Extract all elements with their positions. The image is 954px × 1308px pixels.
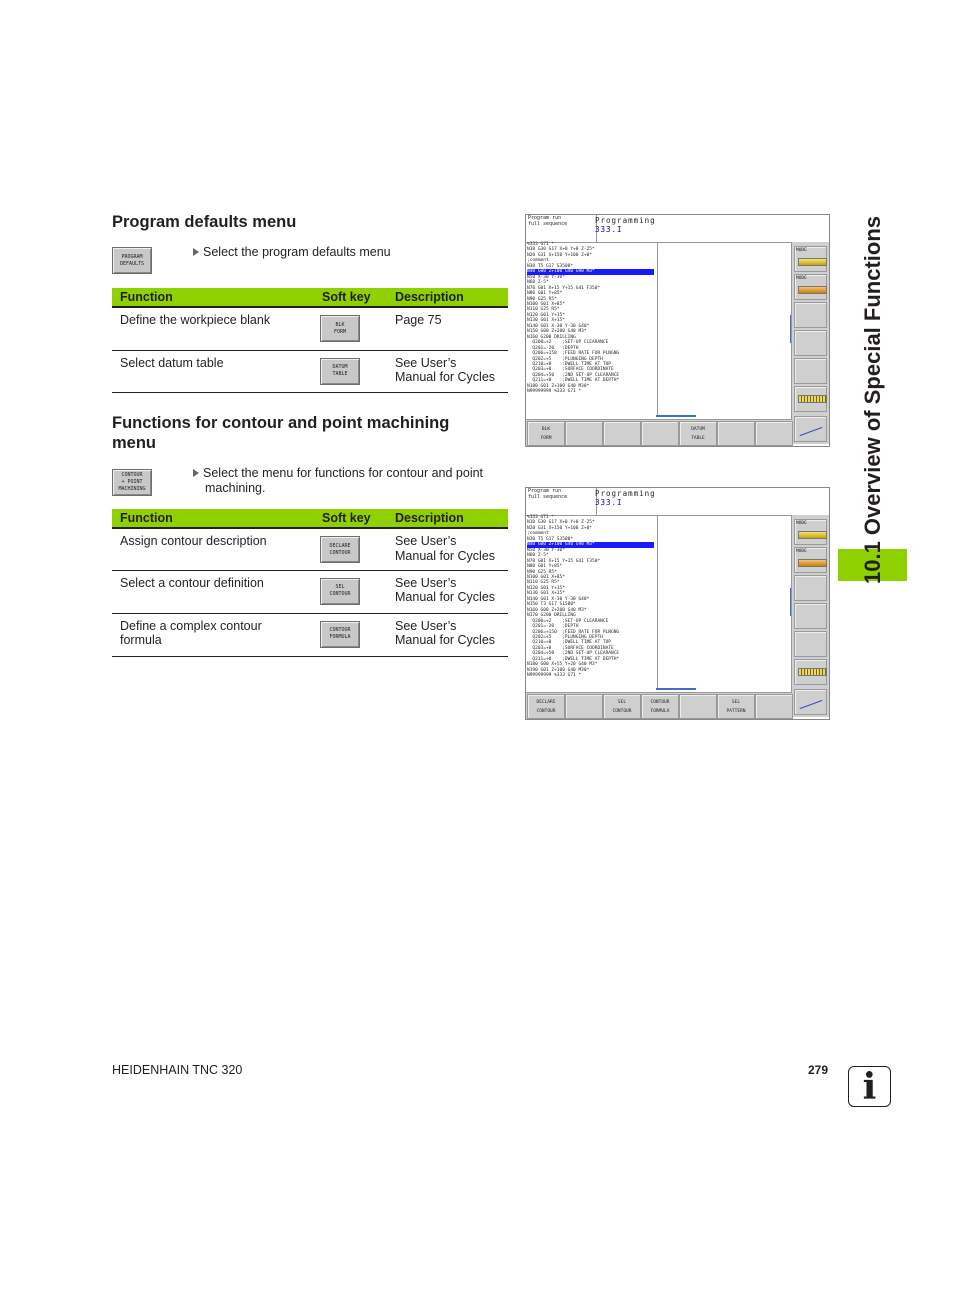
bottom-softkey[interactable]: BLK FORM [527,421,565,446]
screen-header: Programming 333.I [593,488,829,516]
col-header-description: Description [387,288,508,307]
bottom-softkey[interactable]: DATUM TABLE [679,421,717,446]
program-line[interactable]: N99999999 %333 G71 * [527,673,582,679]
program-line[interactable]: N180 G01 Z+100 G40 M30* [527,383,590,389]
program-line[interactable]: N99999999 %333 G71 * [527,389,582,395]
mode-softkey[interactable]: MODE [794,519,827,545]
arrow-right-icon [193,248,199,256]
program-line[interactable]: N80 G01 Y+85* [527,291,563,297]
program-line[interactable]: N20 G31 X+150 Y+100 Z+0* [527,525,593,531]
table-row [112,570,508,613]
blk-form-softkey[interactable]: BLK FORM [320,315,360,342]
bottom-softkey[interactable] [603,421,641,446]
vertical-softkey-bar [791,242,829,444]
program-defaults-table [112,288,508,393]
blank-softkey[interactable] [794,358,827,384]
bottom-softkey[interactable]: DECLARE CONTOUR [527,694,565,719]
program-line[interactable]: N10 G30 G17 X+0 Y+0 Z-25* [527,247,595,253]
bottom-softkey[interactable]: CONTOUR FORMULA [641,694,679,719]
tnc-screen-program-defaults [525,214,830,447]
ruler-softkey[interactable] [794,659,827,685]
program-defaults-softkey[interactable]: PROGRAM DEFAULTS [112,247,152,274]
bottom-softkey[interactable]: SEL PATTERN [717,694,755,719]
program-line[interactable]: N180 G00 X+55 Y+20 G40 M3* [527,662,598,668]
program-line[interactable]: N190 G01 Z+100 G40 M30* [527,667,590,673]
diagonal-arrow-softkey[interactable] [794,689,827,715]
program-line[interactable]: N110 G25 R5* [527,307,560,313]
program-line[interactable]: ;comment [527,258,549,264]
program-line[interactable]: %333 G71 * [527,515,555,520]
program-line[interactable]: Q200=+2 ;SET-UP CLEARANCE [527,618,609,624]
tnc-screen-contour-point [525,487,830,720]
description-cell: See User’s Manual for Cycles [387,528,508,570]
table-row [112,613,508,656]
program-line[interactable]: Q210=+0 ;DWELL TIME AT TOP [527,640,611,646]
program-line[interactable]: N150 G00 Z+200 G40 M3* [527,329,587,335]
program-line[interactable]: Q200=+2 ;SET-UP CLEARANCE [527,340,609,346]
program-line[interactable]: N60 Z-5* [527,553,549,559]
program-line[interactable]: N30 T5 G17 S3500* [527,536,574,542]
table-row [112,528,508,570]
description-cell: See User’s Manual for Cycles [387,570,508,613]
bottom-softkey[interactable] [679,694,717,719]
bottom-softkey[interactable] [717,421,755,446]
mode-softkey[interactable]: MODE [794,274,827,300]
col-header-description: Description [387,509,508,528]
program-line[interactable]: N160 G200 DRILLING [527,334,576,340]
program-line[interactable]: Q201=-20 ;DEPTH [527,624,579,630]
program-line[interactable]: Q206=+150 ;FEED RATE FOR PLNGNG [527,351,620,357]
function-cell: Assign contour description [112,528,314,570]
program-line[interactable]: ;comment [527,531,549,537]
section-title-contour-point: Functions for contour and point machining menu [112,414,450,452]
mode-softkey[interactable]: MODE [794,246,827,272]
bottom-softkey[interactable]: SEL CONTOUR [603,694,641,719]
bottom-softkey[interactable] [641,421,679,446]
blank-softkey[interactable] [794,603,827,629]
diagonal-arrow-softkey[interactable] [794,416,827,442]
description-cell: See User’s Manual for Cycles [387,613,508,656]
scroll-indicator [656,688,696,690]
mode-softkey[interactable]: MODE [794,547,827,573]
program-line[interactable]: N120 G01 Y+15* [527,585,565,591]
program-line[interactable]: Q202=+5 ;PLUNGING DEPTH [527,634,603,640]
program-line[interactable]: N40 G00 Z+100 G40 G90 M3* [527,542,654,547]
program-line[interactable]: N90 G25 R5* [527,569,557,575]
program-line[interactable]: N90 G25 R5* [527,296,557,302]
table-row [112,350,508,392]
contour-point-table [112,509,508,657]
program-line[interactable]: N140 G01 X-30 Y-30 G40* [527,596,590,602]
horizontal-softkey-bar [526,419,792,446]
scroll-indicator [656,415,696,417]
program-line[interactable]: N10 G30 G17 X+0 Y+0 Z-25* [527,520,595,526]
program-line[interactable]: Q206=+150 ;FEED RATE FOR PLNGNG [527,629,620,635]
page-number: 279 [808,1063,829,1077]
program-line[interactable]: N150 T3 G17 S1500* [527,602,576,608]
section-title-program-defaults: Program defaults menu [112,213,297,231]
footer-product: HEIDENHAIN TNC 320 [112,1063,243,1077]
info-icon: i [848,1066,891,1107]
program-line[interactable]: Q202=+5 ;PLUNGING DEPTH [527,356,603,362]
chapter-title-text: 10.1 Overview of Special Functions [860,215,885,585]
col-header-function: Function [112,288,314,307]
program-line[interactable]: Q211=+0 ;DWELL TIME AT DEPTH* [527,656,620,662]
bottom-softkey[interactable] [755,694,793,719]
program-line[interactable]: N40 G00 Z+100 G40 G90 M3* [527,269,654,274]
program-line[interactable]: Q204=+50 ;2ND SET-UP CLEARANCE [527,651,620,657]
blank-softkey[interactable] [794,631,827,657]
program-line[interactable]: N160 G00 Z+200 G40 M3* [527,607,587,613]
program-line[interactable]: Q203=+0 ;SURFACE COORDINATE [527,645,614,651]
program-line[interactable]: N70 G01 X+15 Y+15 G41 F350* [527,558,601,564]
operating-mode: Program run full sequence [526,215,597,243]
program-listing [526,242,658,417]
horizontal-softkey-bar [526,692,792,719]
contour-point-instruction: Select the menu for functions for contour and point machining. [193,466,513,496]
program-line[interactable]: N140 G01 X-30 Y-30 G40* [527,323,590,329]
program-line[interactable]: %333 G71 * [527,242,555,247]
program-line[interactable]: Q204=+50 ;2ND SET-UP CLEARANCE [527,372,620,378]
program-line[interactable]: N120 G01 Y+15* [527,312,565,318]
program-line[interactable]: N50 X-30 Y-30* [527,274,565,280]
col-header-function: Function [112,509,314,528]
screen-header: Programming 333.I [593,215,829,243]
function-cell: Define a complex contour formula [112,613,314,656]
program-line[interactable]: N30 T5 G17 S3500* [527,263,574,269]
function-cell: Select a contour definition [112,570,314,613]
datum-table-softkey[interactable]: DATUM TABLE [320,358,360,385]
program-line[interactable]: Q210=+0 ;DWELL TIME AT TOP [527,361,611,367]
function-cell: Define the workpiece blank [112,307,314,350]
arrow-right-icon [193,469,199,477]
contour-formula-softkey[interactable]: CONTOUR FORMULA [320,621,360,648]
contour-point-machining-softkey[interactable]: CONTOUR + POINT MACHINING [112,469,152,496]
program-line[interactable]: N70 G01 X+15 Y+15 G41 F350* [527,285,601,291]
program-line[interactable]: N130 G01 X+15* [527,318,565,324]
vertical-softkey-bar [791,515,829,717]
col-header-softkey: Soft key [314,288,387,307]
program-line[interactable]: N80 G01 Y+85* [527,564,563,570]
program-line[interactable]: N170 G200 DRILLING [527,613,576,619]
program-line[interactable]: N100 G01 X+85* [527,301,565,307]
ruler-softkey[interactable] [794,386,827,412]
sel-contour-softkey[interactable]: SEL CONTOUR [320,578,360,605]
table-row [112,307,508,350]
description-cell: Page 75 [387,307,508,350]
operating-mode: Program run full sequence [526,488,597,516]
blank-softkey[interactable] [794,575,827,601]
blank-softkey[interactable] [794,302,827,328]
program-line[interactable]: N50 X-30 Y-30* [527,547,565,553]
declare-contour-softkey[interactable]: DECLARE CONTOUR [320,536,360,563]
program-line[interactable]: Q201=-20 ;DEPTH [527,345,579,351]
blank-softkey[interactable] [794,330,827,356]
col-header-softkey: Soft key [314,509,387,528]
program-line[interactable]: N130 G01 X+15* [527,591,565,597]
program-line[interactable]: N60 Z-5* [527,280,549,286]
bottom-softkey[interactable] [565,421,603,446]
program-line[interactable]: Q211=+0 ;DWELL TIME AT DEPTH* [527,378,620,384]
bottom-softkey[interactable] [565,694,603,719]
program-defaults-instruction: Select the program defaults menu [193,245,391,260]
program-line[interactable]: N110 G25 R5* [527,580,560,586]
bottom-softkey[interactable] [755,421,793,446]
function-cell: Select datum table [112,350,314,392]
program-listing [526,515,658,690]
program-line[interactable]: N20 G31 X+150 Y+100 Z+0* [527,252,593,258]
program-line[interactable]: N100 G01 X+85* [527,574,565,580]
description-cell: See User’s Manual for Cycles [387,350,508,392]
program-line[interactable]: Q203=+0 ;SURFACE COORDINATE [527,367,614,373]
